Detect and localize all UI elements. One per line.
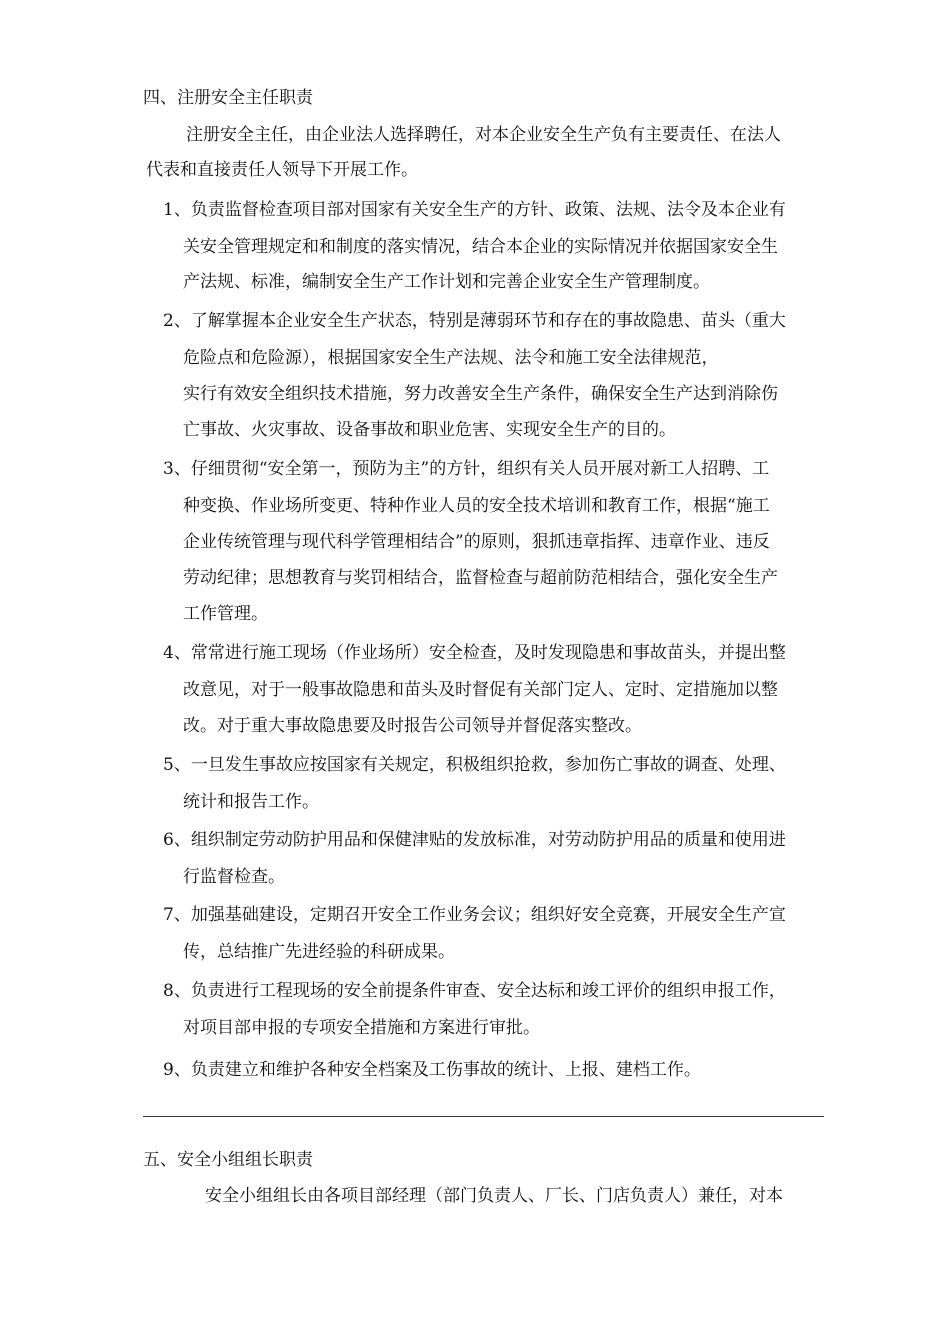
section-divider: [143, 1116, 824, 1117]
item-1-line-2: 关安全管理规定和和制度的落实情况，结合本企业的实际情况并依据国家安全生: [183, 237, 778, 257]
section5-intro-line-1: 安全小组组长由各项目部经理（部门负责人、厂长、门店负责人）兼任，对本: [205, 1186, 783, 1206]
item-3-line-1: 3、仔细贯彻“安全第一，预防为主”的方针，组织有关人员开展对新工人招聘、工: [163, 459, 770, 479]
item-5-line-1: 5、一旦发生事故应按国家有关规定，积极组织抢救，参加伤亡事故的调查、处理、: [163, 755, 786, 775]
section4-intro-line-1: 注册安全主任，由企业法人选择聘任，对本企业安全生产负有主要责任、在法人: [186, 125, 781, 145]
section4-heading: 四、注册安全主任职责: [143, 88, 313, 108]
item-5-line-2: 统计和报告工作。: [183, 792, 319, 812]
item-3-line-4: 劳动纪律；思想教育与奖罚相结合，监督检查与超前防范相结合，强化安全生产: [183, 568, 778, 588]
item-2-line-4: 亡事故、火灾事故、设备事故和职业危害、实现安全生产的目的。: [183, 420, 676, 440]
item-6-line-2: 行监督检查。: [183, 867, 285, 887]
item-4-line-3: 改。对于重大事故隐患要及时报告公司领导并督促落实整改。: [183, 716, 642, 736]
section4-intro-line-2: 代表和直接责任人领导下开展工作。: [146, 160, 418, 180]
item-4-line-2: 改意见，对于一般事故隐患和苗头及时督促有关部门定人、定时、定措施加以整: [183, 680, 778, 700]
item-3-line-5: 工作管理。: [183, 604, 268, 624]
item-3-line-2: 种变换、作业场所变更、特种作业人员的安全技术培训和教育工作，根据“施工: [183, 496, 770, 516]
item-2-line-2: 危险点和危险源），根据国家安全生产法规、法令和施工安全法律规范，: [183, 348, 719, 368]
item-1-line-1: 1、负责监督检查项目部对国家有关安全生产的方针、政策、法规、法令及本企业有: [163, 200, 786, 220]
item-4-line-1: 4、常常进行施工现场（作业场所）安全检查，及时发现隐患和事故苗头，并提出整: [163, 643, 786, 663]
item-7-line-1: 7、加强基础建设，定期召开安全工作业务会议；组织好安全竞赛，开展安全生产宣: [163, 905, 786, 925]
item-7-line-2: 传，总结推广先进经验的科研成果。: [183, 942, 455, 962]
item-1-line-3: 产法规、标准，编制安全生产工作计划和完善企业安全生产管理制度。: [183, 272, 710, 292]
item-3-line-3: 企业传统管理与现代科学管理相结合”的原则，狠抓违章指挥、违章作业、违反: [183, 532, 770, 552]
item-6-line-1: 6、组织制定劳动防护用品和保健津贴的发放标准，对劳动防护用品的质量和使用进: [163, 830, 786, 850]
item-8-line-2: 对项目部申报的专项安全措施和方案进行审批。: [183, 1018, 540, 1038]
item-9-line-1: 9、负责建立和维护各种安全档案及工伤事故的统计、上报、建档工作。: [163, 1060, 701, 1080]
item-2-line-1: 2、了解掌握本企业安全生产状态，特别是薄弱环节和存在的事故隐患、苗头（重大: [163, 311, 786, 331]
item-2-line-3: 实行有效安全组织技术措施，努力改善安全生产条件，确保安全生产达到消除伤: [183, 384, 778, 404]
section5-heading: 五、安全小组组长职责: [143, 1150, 313, 1170]
item-8-line-1: 8、负责进行工程现场的安全前提条件审查、安全达标和竣工评价的组织申报工作，: [163, 981, 786, 1001]
